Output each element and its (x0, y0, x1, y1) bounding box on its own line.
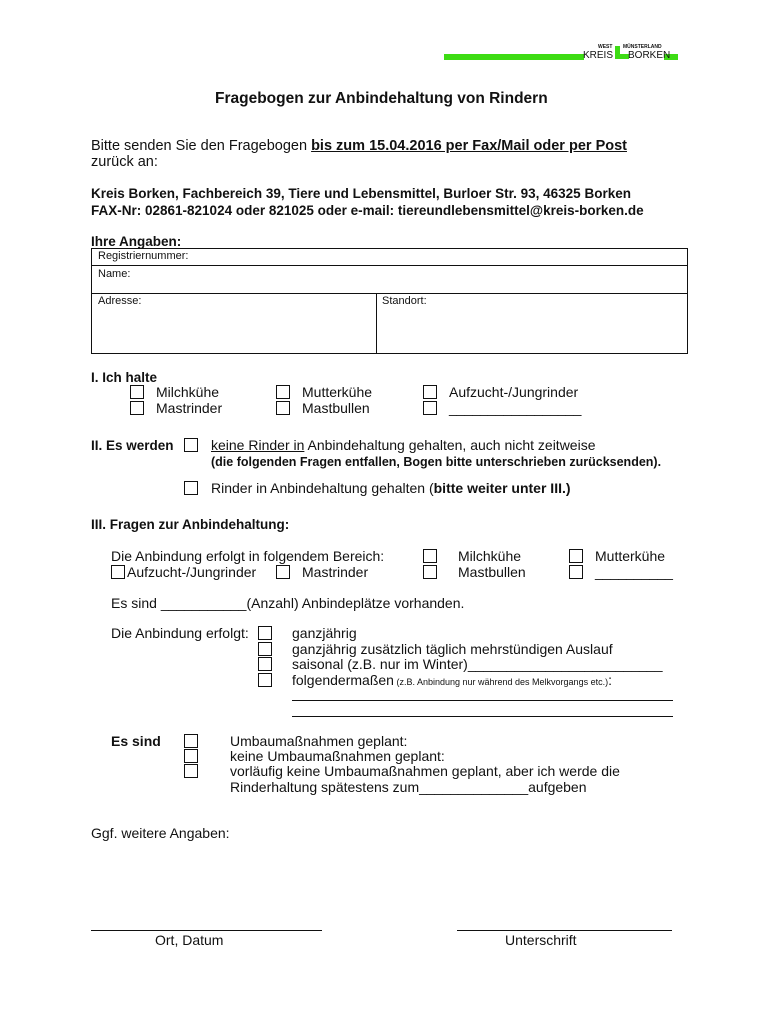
label-bereich-mutterkuehe: Mutterkühe (595, 548, 666, 564)
angaben-col-divider (376, 293, 377, 353)
label-ganzjaehrig-auslauf: ganzjährig zusätzlich täglich mehrstündigen Auslauf (292, 641, 613, 657)
label-milchkuehe: Milchkühe (156, 384, 220, 400)
name-field[interactable]: Name: (98, 268, 131, 280)
section2-opt1-rest: Anbindehaltung gehalten, auch nicht zeitweise (304, 437, 596, 453)
checkbox-rinder-in-anbindehaltung[interactable] (184, 481, 198, 495)
checkbox-saisonal[interactable] (258, 657, 272, 671)
section2-opt1 (211, 437, 596, 453)
checkbox-bereich-mutterkuehe[interactable] (569, 549, 583, 563)
erfolgt-label: Die Anbindung erfolgt: (111, 625, 249, 641)
checkbox-keine-umbau[interactable] (184, 749, 198, 763)
unterschrift-line[interactable] (457, 930, 672, 931)
weitere-angaben-label: Ggf. weitere Angaben: (91, 825, 230, 841)
bereich-sonstige-blank[interactable]: __________ (595, 564, 673, 580)
standort-field[interactable]: Standort: (382, 295, 427, 307)
logo-small-text-west: WEST (598, 44, 613, 50)
checkbox-mastrinder[interactable] (130, 401, 144, 415)
checkbox-keine-rinder[interactable] (184, 438, 198, 452)
section3-heading: III. Fragen zur Anbindehaltung: (91, 517, 290, 532)
checkbox-umbau-geplant[interactable] (184, 734, 198, 748)
es-sind-suffix: (Anzahl) Anbindeplätze vorhanden. (246, 595, 465, 611)
label-umbau-geplant: Umbaumaßnahmen geplant: (230, 733, 408, 749)
label-saisonal: saisonal (z.B. nur im Winter)_________________________ (292, 656, 663, 672)
label-aufzucht: Aufzucht-/Jungrinder (449, 384, 579, 400)
es-sind-anzahl (111, 595, 464, 611)
intro-line1-prefix: Bitte senden Sie den Fragebogen (91, 138, 312, 154)
folgendermassen-note: (z.B. Anbindung nur während des Melkvorgangs etc.) (393, 677, 609, 687)
address-line2: FAX-Nr: 02861-821024 oder 821025 oder e-mail: tiereundlebensmittel@kreis-borken.de (91, 203, 644, 218)
address-line1: Kreis Borken, Fachbereich 39, Tiere und Lebensmittel, Burloer Str. 93, 46325 Borken (91, 186, 631, 201)
section2-heading: II. Es werden (91, 438, 174, 453)
folgendermassen-main: folgendermaßen (292, 672, 394, 688)
section1-heading: I. Ich halte (91, 370, 158, 385)
logo-green-bar (444, 54, 584, 60)
folgendermassen-line-1[interactable] (292, 700, 673, 701)
checkbox-folgendermassen[interactable] (258, 673, 272, 687)
checkbox-ganzjaehrig[interactable] (258, 626, 272, 640)
checkbox-milchkuehe[interactable] (130, 385, 144, 399)
label-aufgeben-2: Rinderhaltung spätestens zum______________aufgeben (230, 779, 587, 795)
checkbox-bereich-aufzucht[interactable] (111, 565, 125, 579)
label-ganzjaehrig: ganzjährig (292, 625, 357, 641)
checkbox-bereich-milchkuehe[interactable] (423, 549, 437, 563)
angaben-heading: Ihre Angaben: (91, 234, 182, 249)
label-mutterkuehe: Mutterkühe (302, 384, 373, 400)
label-folgendermassen (292, 672, 612, 688)
angaben-divider-2 (92, 293, 687, 294)
checkbox-mutterkuehe[interactable] (276, 385, 290, 399)
sonstige-blank[interactable]: _________________ (449, 400, 582, 416)
angaben-table (91, 248, 688, 354)
anzahl-blank[interactable]: ___________ (160, 595, 247, 611)
label-bereich-mastrinder: Mastrinder (302, 564, 369, 580)
label-mastrinder: Mastrinder (156, 400, 223, 416)
folgendermassen-colon: : (608, 672, 612, 688)
checkbox-aufzucht[interactable] (423, 385, 437, 399)
checkbox-bereich-mastbullen[interactable] (423, 565, 437, 579)
checkbox-bereich-sonstige[interactable] (569, 565, 583, 579)
intro-line1 (91, 138, 627, 154)
label-bereich-aufzucht: Aufzucht-/Jungrinder (127, 564, 257, 580)
registriernummer-field[interactable]: Registriernummer: (98, 250, 189, 262)
section2-opt2 (211, 480, 571, 496)
logo-borken: BORKEN (628, 50, 671, 61)
adresse-field[interactable]: Adresse: (98, 295, 142, 307)
label-mastbullen: Mastbullen (302, 400, 370, 416)
es-sind-prefix: Es sind (111, 595, 161, 611)
section2-opt2-prefix: Rinder in Anbindehaltung gehalten ( (211, 480, 434, 496)
label-bereich-mastbullen: Mastbullen (458, 564, 526, 580)
section2-opt1-underlined: keine Rinder in (211, 437, 305, 453)
unterschrift-label: Unterschrift (505, 932, 577, 948)
checkbox-mastbullen[interactable] (276, 401, 290, 415)
ort-datum-label: Ort, Datum (155, 932, 224, 948)
checkbox-bereich-mastrinder[interactable] (276, 565, 290, 579)
checkbox-ganzjaehrig-auslauf[interactable] (258, 642, 272, 656)
label-bereich-milchkuehe: Milchkühe (458, 548, 522, 564)
intro-deadline: bis zum 15.04.2016 per Fax/Mail oder per Post (311, 138, 627, 154)
ort-datum-line[interactable] (91, 930, 322, 931)
section2-opt1-note: (die folgenden Fragen entfallen, Bogen bitte unterschrieben zurücksenden). (211, 455, 662, 469)
checkbox-aufgeben[interactable] (184, 764, 198, 778)
logo-kreis: KREIS (583, 50, 614, 61)
weitere-angaben-area[interactable] (91, 845, 688, 915)
angaben-divider-1 (92, 265, 687, 266)
label-aufgeben-1: vorläufig keine Umbaumaßnahmen geplant, aber ich werde die (230, 763, 620, 779)
logo-small-text-muensterland: MÜNSTERLAND (623, 44, 662, 50)
folgendermassen-line-2[interactable] (292, 716, 673, 717)
section2-opt2-bold: bitte weiter unter III.) (433, 480, 571, 496)
page-title: Fragebogen zur Anbindehaltung von Rindern (215, 90, 548, 107)
label-keine-umbau: keine Umbaumaßnahmen geplant: (230, 748, 445, 764)
bereich-label: Die Anbindung erfolgt in folgendem Bereich: (111, 548, 385, 564)
umbau-label: Es sind (111, 733, 161, 749)
checkbox-sonstige[interactable] (423, 401, 437, 415)
intro-line2: zurück an: (91, 154, 158, 170)
